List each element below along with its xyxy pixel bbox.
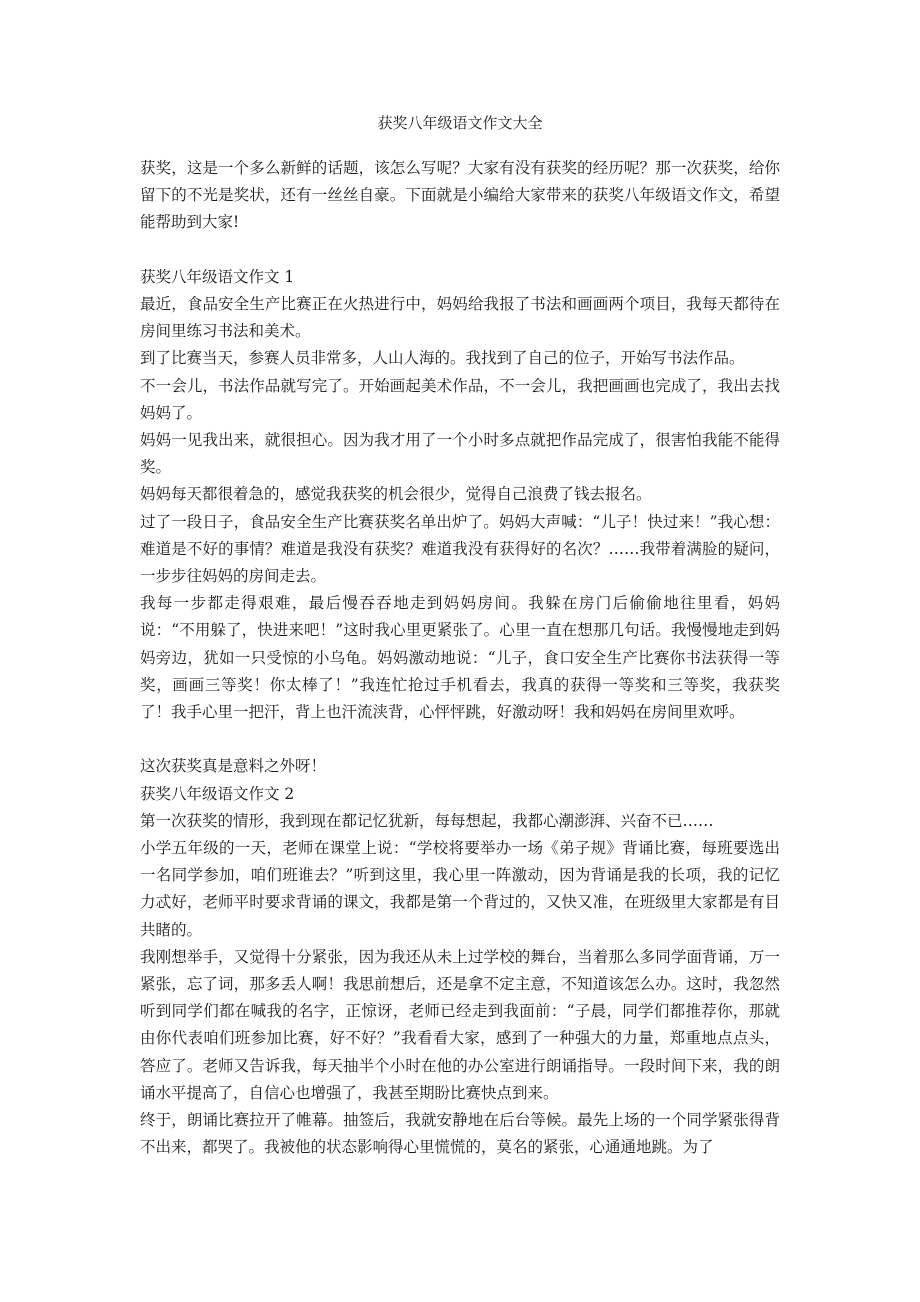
essay-1-paragraph: 不一会儿，书法作品就写完了。开始画起美术作品，不一会儿，我把画画也完成了，我出去找妈妈了。: [140, 376, 780, 422]
essay-2-paragraph: 小学五年级的一天，老师在课堂上说：“学校将要举办一场《弟子规》背诵比赛，每班要选出一名同学参加，咱们班谁去？”听到这里，我心里一阵激动，因为背诵是我的长项，我的记忆力忒好，老师平时要求背诵的课文，我都是第一个背过的，又快又准，在班级里大家都是有目共睹的。: [140, 839, 780, 939]
document-body: [140, 155, 780, 1161]
essay-2-paragraph: 第一次获奖的情形，我到现在都记忆犹新，每每想起，我都心潮澎湃、兴奋不已……: [140, 811, 714, 830]
document-title: 获奖八年级语文作文大全: [377, 114, 543, 132]
essay-1-paragraph: 到了比赛当天，参赛人员非常多，人山人海的。我找到了自己的位子，开始写书法作品。: [140, 349, 745, 368]
essay-1-paragraph: 妈妈每天都很着急的，感觉我获奖的机会很少，觉得自己浪费了钱去报名。: [140, 485, 652, 504]
essay-1-paragraph: 最近，食品安全生产比赛正在火热进行中，妈妈给我报了书法和画画两个项目，我每天都待在房间里练习书法和美术。: [140, 295, 780, 341]
essay-1-paragraph: 我每一步都走得艰难，最后慢吞吞地走到妈妈房间。我躲在房门后偷偷地往里看，妈妈说：“不用躲了，快进来吧！”这时我心里更紧张了。心里一直在想那几句话。我慢慢地走到妈妈旁边，犹如一只受惊的小乌龟。妈妈激动地说：“儿子，食口安全生产比赛你书法获得一等奖，画画三等奖！你太棒了！”我连忙抢过手机看去，我真的获得一等奖和三等奖，我获奖了！我手心里一把汗，背上也汗流浃背，心怦怦跳，好激动呀！我和妈妈在房间里欢呼。: [140, 594, 780, 722]
intro-paragraph: 获奖，这是一个多么新鲜的话题，该怎么写呢？大家有没有获奖的经历呢？那一次获奖，给你留下的不光是奖状，还有一丝丝自豪。下面就是小编给大家带来的获奖八年级语文作文，希望能帮助到大家!: [140, 159, 780, 232]
essay-2-paragraph: 终于，朗诵比赛拉开了帷幕。抽签后，我就安静地在后台等候。最先上场的一个同学紧张得背不出来，都哭了。我被他的状态影响得心里慌慌的，莫名的紧张，心通通地跳。为了: [140, 1111, 780, 1157]
essay-1-paragraph: 妈妈一见我出来，就很担心。因为我才用了一个小时多点就把作品完成了，很害怕我能不能得奖。: [140, 431, 780, 477]
essay-2-heading: 获奖八年级语文作文 2: [140, 784, 295, 803]
paragraph-gap: [140, 237, 780, 264]
essay-1-heading: 获奖八年级语文作文 1: [140, 267, 295, 286]
paragraph-gap: [140, 726, 780, 753]
essay-2-paragraph: 我刚想举手，又觉得十分紧张，因为我还从未上过学校的舞台，当着那么多同学面背诵，万一紧张，忘了词，那多丢人啊！我思前想后，还是拿不定主意，不知道该怎么办。这时，我忽然听到同学们都在喊我的名字，正惊讶，老师已经走到我面前：“子晨，同学们都推荐你，那就由你代表咱们班参加比赛，好不好？”我看看大家，感到了一种强大的力量，郑重地点点头，答应了。老师又告诉我，每天抽半个小时在他的办公室进行朗诵指导。一段时间下来，我的朗诵水平提高了，自信心也增强了，我甚至期盼比赛快点到来。: [140, 947, 780, 1102]
essay-1-closing: 这次获奖真是意料之外呀！: [140, 757, 327, 776]
essay-1-paragraph: 过了一段日子，食品安全生产比赛获奖名单出炉了。妈妈大声喊：“儿子！快过来！”我心想：难道是不好的事情？难道是我没有获奖？难道我没有获得好的名次？……我带着满脸的疑问，一步步往妈妈的房间走去。: [140, 512, 780, 586]
